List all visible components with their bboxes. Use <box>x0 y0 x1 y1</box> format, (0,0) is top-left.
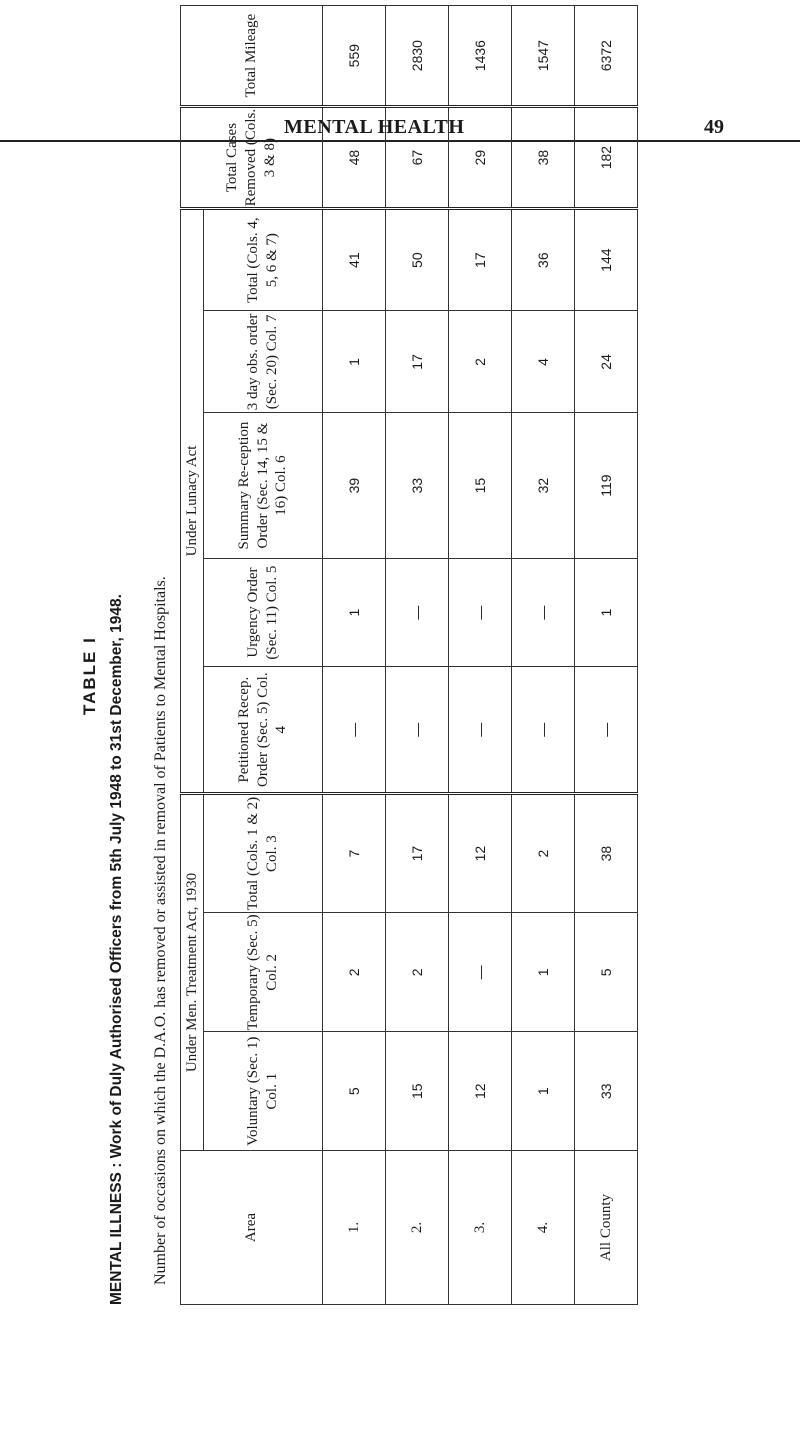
col-header-urgency: Urgency Order (Sec. 11) Col. 5 <box>204 558 323 667</box>
col-header-summary: Summary Re-ception Order (Sec. 14, 15 & 16) Col. 6 <box>204 413 323 558</box>
table-label: TABLE I <box>80 636 99 715</box>
cell: 15 <box>449 413 512 558</box>
cell: 50 <box>386 208 449 310</box>
cell: 182 <box>575 107 638 209</box>
cell: 2 <box>386 913 449 1032</box>
running-head-title: MENTAL HEALTH <box>284 116 465 138</box>
cell-area: All County <box>575 1151 638 1305</box>
cell: 2 <box>323 913 386 1032</box>
cell: 4 <box>512 311 575 413</box>
cell: — <box>386 667 449 793</box>
cell: 1547 <box>512 6 575 107</box>
group-header-row <box>181 6 204 1305</box>
col-header-total-removed: Total Cases Removed (Cols. 3 & 8) <box>181 107 323 209</box>
cell: 5 <box>575 913 638 1032</box>
cell: 1 <box>512 913 575 1032</box>
cell-area: 1. <box>323 1151 386 1305</box>
col-header-area: Area <box>181 1151 323 1305</box>
cell: 32 <box>512 413 575 558</box>
cell: 1 <box>323 311 386 413</box>
col-header-total-mta: Total (Cols. 1 & 2) Col. 3 <box>204 793 323 912</box>
cell: 2 <box>512 793 575 912</box>
table-row <box>449 6 512 1305</box>
cell: 39 <box>323 413 386 558</box>
cell: 48 <box>323 107 386 209</box>
cell: 2830 <box>386 6 449 107</box>
cell: 29 <box>449 107 512 209</box>
table-row <box>323 6 386 1305</box>
cell: 144 <box>575 208 638 310</box>
col-header-temporary: Temporary (Sec. 5) Col. 2 <box>204 913 323 1032</box>
cell: — <box>575 667 638 793</box>
table-row <box>386 6 449 1305</box>
group-header-lunacy: Under Lunacy Act <box>181 208 204 793</box>
cell: — <box>449 913 512 1032</box>
cell: 7 <box>323 793 386 912</box>
cell: 119 <box>575 413 638 558</box>
cell: 41 <box>323 208 386 310</box>
group-header-mta: Under Men. Treatment Act, 1930 <box>181 793 204 1150</box>
cell: 1 <box>575 558 638 667</box>
cell: — <box>386 558 449 667</box>
cell: 6372 <box>575 6 638 107</box>
cell: 33 <box>575 1032 638 1151</box>
cell: 5 <box>323 1032 386 1151</box>
cell: 559 <box>323 6 386 107</box>
table-row-total <box>575 6 638 1305</box>
cell: 12 <box>449 793 512 912</box>
cell: 17 <box>386 793 449 912</box>
cell-area: 2. <box>386 1151 449 1305</box>
cell: 17 <box>449 208 512 310</box>
col-header-voluntary: Voluntary (Sec. 1) Col. 1 <box>204 1032 323 1151</box>
page-number: 49 <box>704 116 724 138</box>
cell: 67 <box>386 107 449 209</box>
cell: — <box>323 667 386 793</box>
cell: 1 <box>512 1032 575 1151</box>
cell: 36 <box>512 208 575 310</box>
cell: 17 <box>386 311 449 413</box>
col-header-3day: 3 day obs. order (Sec. 20) Col. 7 <box>204 311 323 413</box>
table-title: MENTAL ILLNESS : Work of Duly Authorised Officers from 5th July 1948 to 31st December, 1948. <box>108 594 125 1305</box>
cell: — <box>512 558 575 667</box>
cell: 15 <box>386 1032 449 1151</box>
rotated-table-block <box>80 5 650 1305</box>
cell: — <box>449 667 512 793</box>
cell: 33 <box>386 413 449 558</box>
cell: — <box>512 667 575 793</box>
cell: — <box>449 558 512 667</box>
cell: 38 <box>575 793 638 912</box>
cell: 2 <box>449 311 512 413</box>
cell: 24 <box>575 311 638 413</box>
cell: 38 <box>512 107 575 209</box>
col-header-petitioned: Petitioned Recep. Order (Sec. 5) Col. 4 <box>204 667 323 793</box>
cell: 12 <box>449 1032 512 1151</box>
table-caption: Number of occasions on which the D.A.O. has removed or assisted in removal of Patients to Mental Hospitals. <box>152 576 169 1285</box>
cell-area: 4. <box>512 1151 575 1305</box>
cell: 1 <box>323 558 386 667</box>
cell: 1436 <box>449 6 512 107</box>
table-row <box>512 6 575 1305</box>
col-header-mileage: Total Mileage <box>181 6 323 107</box>
cell-area: 3. <box>449 1151 512 1305</box>
col-header-total-lunacy: Total (Cols. 4, 5, 6 & 7) <box>204 208 323 310</box>
data-table <box>180 5 638 1305</box>
